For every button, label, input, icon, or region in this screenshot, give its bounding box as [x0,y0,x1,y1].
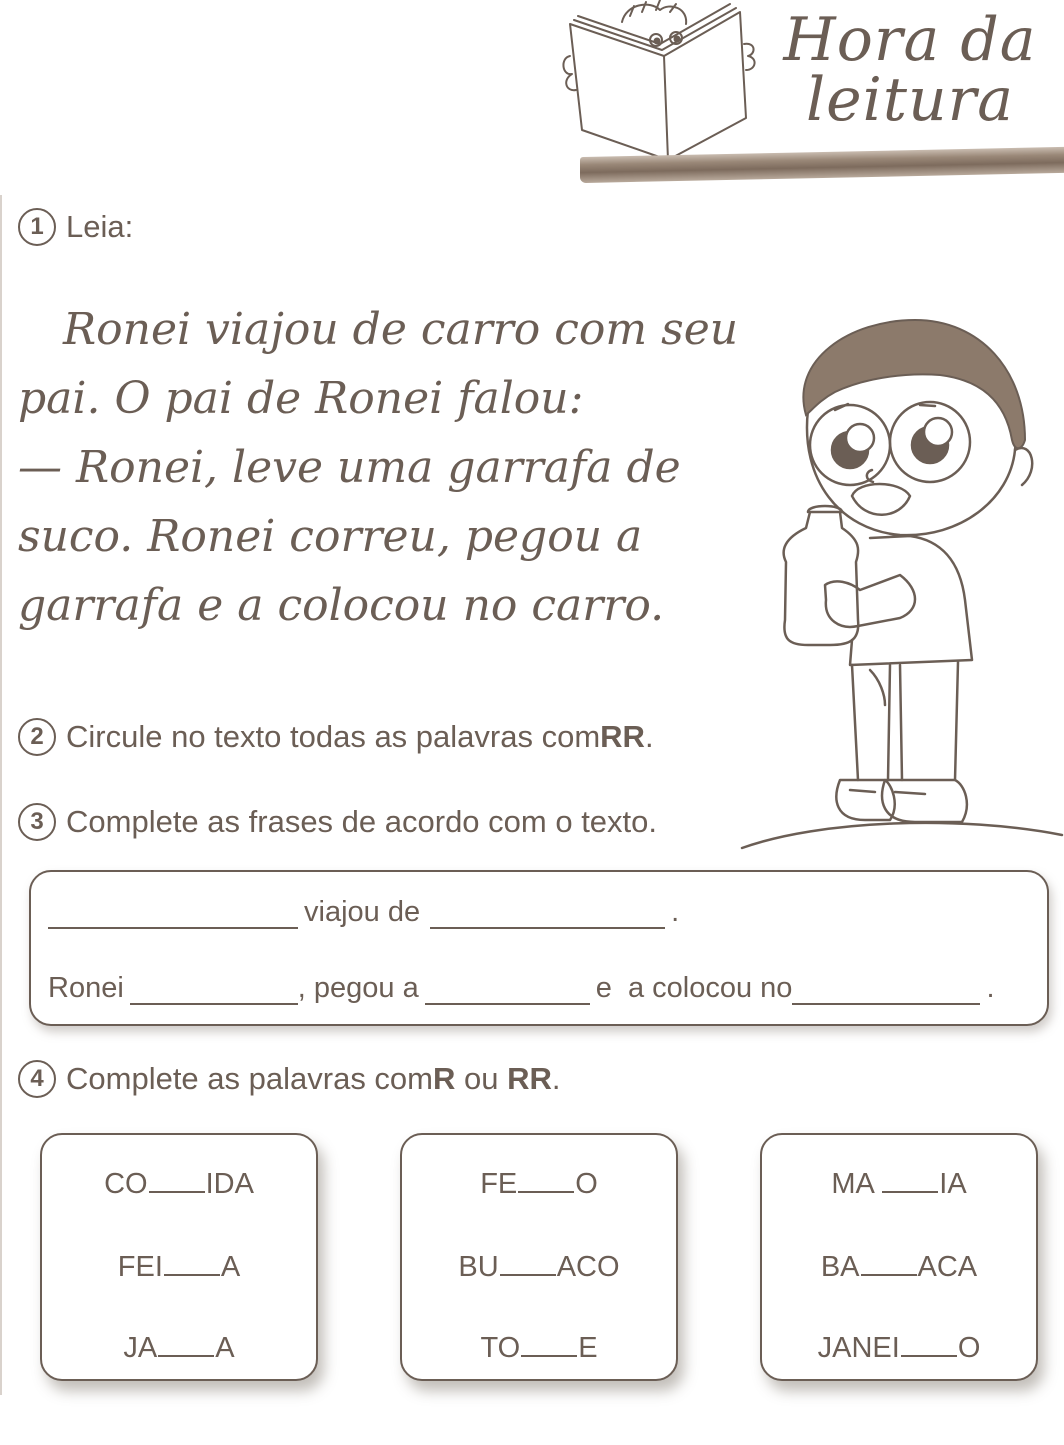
word-prefix: JA [123,1332,158,1364]
question-text: Leia: [66,209,134,244]
word-prefix: MA [831,1168,882,1200]
story-line: — Ronei, leve uma garrafa de [18,442,681,493]
word-suffix: ACO [556,1251,620,1283]
letter-blank[interactable] [882,1167,938,1193]
question-middle: ou [455,1061,508,1096]
word-box-2 [400,1133,678,1381]
question-text: Complete as palavras com [66,1061,433,1096]
question-4-heading [18,1060,561,1098]
answer-blank[interactable] [425,977,590,1005]
banner-title-line1: Hora da [783,5,1037,75]
story-text [18,295,748,640]
question-bold-text: RR [600,719,645,754]
boy-reading-book-icon [560,0,760,170]
word-suffix: O [957,1332,981,1364]
sentence-text: viajou de [304,896,421,928]
word-prefix: BA [820,1251,860,1283]
letter-blank[interactable] [149,1167,205,1193]
question-bold-text: RR [507,1061,552,1096]
word-suffix: A [220,1251,241,1283]
word-item [42,1167,316,1201]
boy-holding-bottle-illustration [740,300,1064,860]
story-line: garrafa e a colocou no carro. [18,580,665,631]
sentence-end: . [986,972,995,1004]
word-suffix: IDA [205,1168,254,1200]
question-number-badge: 3 [18,803,56,841]
banner-title-line2: leitura [805,65,1015,135]
word-prefix: FEI [117,1251,163,1283]
letter-blank[interactable] [518,1167,574,1193]
word-suffix: A [215,1332,235,1364]
word-box-3 [760,1133,1038,1381]
word-item [762,1250,1036,1284]
sentence-text: e a colocou no [595,972,793,1004]
word-prefix: CO [104,1168,148,1200]
word-suffix: E [578,1332,598,1364]
word-item [762,1167,1036,1201]
answer-blank[interactable] [792,977,980,1005]
question-2-heading [18,718,654,756]
word-box-1 [40,1133,318,1381]
answer-blank[interactable] [430,901,665,929]
word-item [42,1250,316,1284]
question-number-badge: 4 [18,1060,56,1098]
question-number-badge: 1 [18,208,56,246]
banner-title [760,5,1060,135]
question-suffix: . [644,719,654,754]
question-text: Complete as frases de acordo com o texto. [66,804,658,839]
sentence-text: , pegou a [297,972,419,1004]
word-item [762,1331,1036,1365]
letter-blank[interactable] [901,1331,957,1357]
question-text: Circule no texto todas as palavras com [66,719,601,754]
question-1-heading [18,208,133,246]
word-item [402,1167,676,1201]
letter-blank[interactable] [500,1250,556,1276]
sentence-completion-box [29,870,1049,1026]
sentence-line-1 [48,896,679,929]
word-item [42,1331,316,1365]
question-suffix: . [551,1061,561,1096]
question-bold-text: R [433,1061,456,1096]
word-suffix: ACA [917,1251,978,1283]
word-prefix: BU [458,1251,499,1283]
word-prefix: JANEI [817,1332,900,1364]
sentence-text: Ronei [48,972,124,1004]
header-banner [560,0,1064,195]
letter-blank[interactable] [164,1250,220,1276]
word-item [402,1250,676,1284]
sentence-line-2 [48,972,995,1005]
sentence-end: . [671,896,680,928]
story-line: suco. Ronei correu, pegou a [18,511,643,562]
story-line: Ronei viajou de carro com seu [63,304,739,355]
word-item [402,1331,676,1365]
word-suffix: O [575,1168,598,1200]
page-edge [0,195,2,1395]
hair [803,320,1025,448]
answer-blank[interactable] [48,901,298,929]
letter-blank[interactable] [861,1250,917,1276]
story-line: pai. O pai de Ronei falou: [18,373,584,424]
letter-blank[interactable] [521,1331,577,1357]
word-prefix: TO [480,1332,521,1364]
answer-blank[interactable] [130,977,298,1005]
word-suffix: IA [939,1168,967,1200]
question-3-heading [18,803,657,841]
question-number-badge: 2 [18,718,56,756]
word-prefix: FE [480,1168,518,1200]
letter-blank[interactable] [158,1331,214,1357]
